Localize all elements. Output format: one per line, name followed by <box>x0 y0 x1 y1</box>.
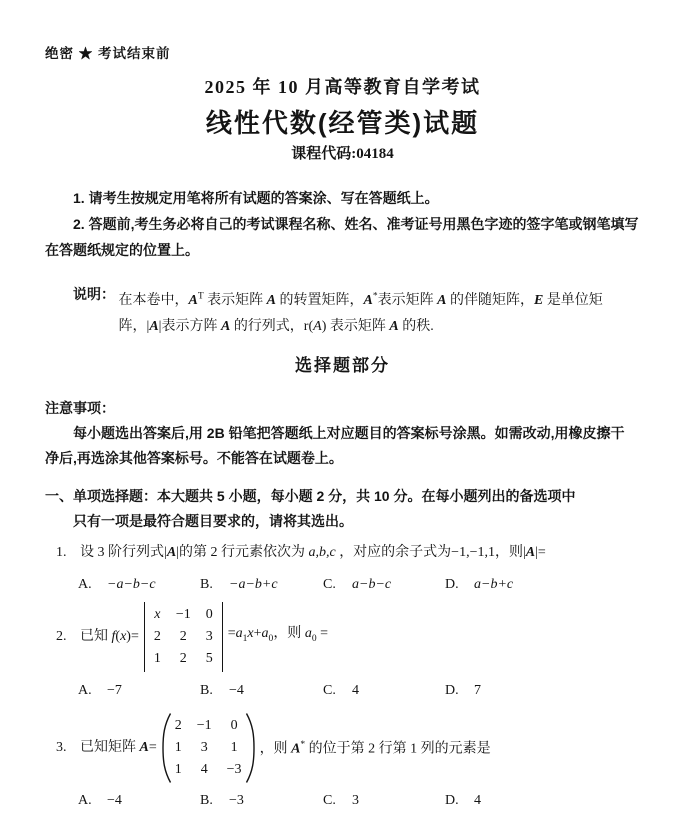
option-3-b: B. −3 <box>200 792 244 808</box>
question-3 <box>45 712 640 812</box>
matrix-grid: 2 −1 0 1 3 1 1 4 −3 <box>174 717 242 777</box>
question-2-number: 2. <box>56 628 67 644</box>
note-line-2: 阵，|A|表示方阵 A 的行列式，r(A) 表示矩阵 A 的秩. <box>118 318 434 334</box>
option-2-a: A. −7 <box>78 682 122 698</box>
question-3-stem <box>56 712 640 784</box>
question-2 <box>45 602 640 702</box>
option-3-d: D. 4 <box>445 792 481 808</box>
section-title: 选择题部分 <box>295 355 390 375</box>
question-2-text-prefix: 已知 f(x)= <box>80 628 139 644</box>
determinant-matrix <box>144 602 223 672</box>
notation-note <box>45 283 640 340</box>
option-3-c: C. 3 <box>323 792 359 808</box>
paper-title: 线性代数(经管类)试题 <box>205 108 480 138</box>
option-2-b: B. −4 <box>200 682 244 698</box>
option-3-a: A. −4 <box>78 792 122 808</box>
notice-line-2: 净后,再选涂其他答案标号。不能答在试题卷上。 <box>45 450 343 467</box>
question-1-text: 设 3 阶行列式|A|的第 2 行元素依次为 a,b,c ，对应的余子式为−1,−1,1，则|A|= <box>80 544 546 560</box>
option-2-d: D. 7 <box>445 682 481 698</box>
question-1-stem <box>56 540 640 566</box>
note-body <box>119 283 641 340</box>
secrecy-banner: 绝密 ★ 考试结束前 <box>45 46 171 61</box>
candidate-instructions <box>45 185 640 263</box>
exam-session-title: 2025 年 10 月高等教育自学考试 <box>204 77 481 97</box>
determinant-grid: x −1 0 2 2 3 1 2 5 <box>153 606 213 666</box>
question-3-number: 3. <box>56 739 67 755</box>
course-code: 课程代码:04184 <box>291 146 394 162</box>
right-paren <box>245 712 256 784</box>
question-1-number: 1. <box>56 544 67 560</box>
notice-block <box>45 396 640 472</box>
notice-label: 注意事项： <box>45 399 115 416</box>
question-3-text-prefix: 已知矩阵 A= <box>80 739 157 755</box>
parenthesis-matrix <box>161 712 256 784</box>
notice-line-1: 每小题选出答案后,用 2B 铅笔把答题纸上对应题目的答案标号涂黑。如需改动,用橡皮擦干 <box>73 424 625 441</box>
question-3-text-suffix: ，则 A* 的位于第 2 行第 1 列的元素是 <box>259 740 491 757</box>
part1-line-1: 单项选择题：本大题共 5 小题，每小题 2 分，共 10 分。在每小题列出的备选项中 <box>73 487 576 504</box>
question-2-options <box>78 680 640 702</box>
option-1-b: B. −a−b+c <box>200 576 278 592</box>
instruction-line-2: 2. 答题前,考生务必将自己的考试课程名称、姓名、准考证号用黑色字迹的签字笔或钢笔填写 <box>73 216 639 232</box>
option-1-c: C. a−b−c <box>323 576 392 592</box>
instruction-line-2-cont: 在答题纸规定的位置上。 <box>45 242 199 258</box>
instruction-line-1: 1. 请考生按规定用笔将所有试题的答案涂、写在答题纸上。 <box>73 190 439 206</box>
option-1-d: D. a−b+c <box>445 576 514 592</box>
part1-text <box>73 484 575 534</box>
question-2-text-suffix: $=a_1x+a_0$，则 $a_0$ = <box>227 626 328 645</box>
note-label: 说明： <box>73 288 119 303</box>
part1-heading <box>45 484 640 534</box>
question-1-options <box>78 574 640 596</box>
option-1-a: A. −a−b−c <box>78 576 156 592</box>
left-paren <box>161 712 172 784</box>
question-2-stem <box>56 602 640 672</box>
question-1 <box>45 540 640 596</box>
option-2-c: C. 4 <box>323 682 359 698</box>
note-line-1: 在本卷中，$A^T$ 表示矩阵 A 的转置矩阵，A*表示矩阵 A 的伴随矩阵，E 是单位矩 <box>118 291 603 308</box>
part1-marker: 一、 <box>45 487 73 504</box>
part1-line-2: 只有一项是最符合题目要求的，请将其选出。 <box>73 512 353 529</box>
question-3-options <box>78 790 640 812</box>
